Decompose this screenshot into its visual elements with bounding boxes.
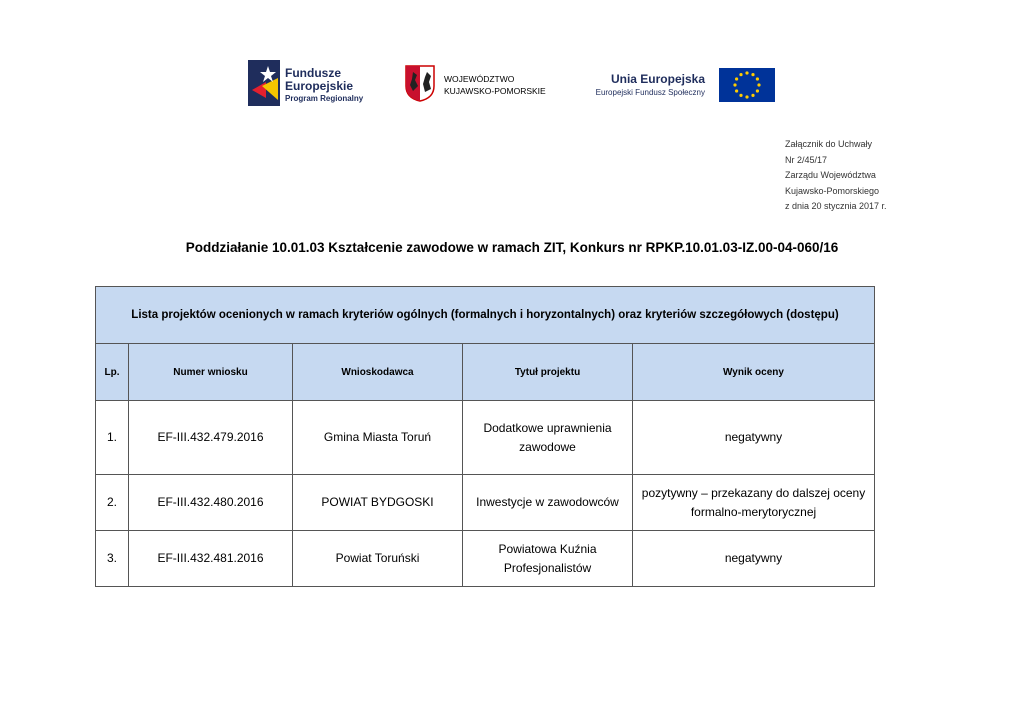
projects-table: [95, 286, 875, 587]
ue-logo-line2: Europejski Fundusz Społeczny: [595, 88, 705, 97]
note-line: z dnia 20 stycznia 2017 r.: [785, 201, 887, 211]
cell-tytul: Inwestycje w zawodowców: [463, 475, 633, 531]
cell-wynik: pozytywny – przekazany do dalszej oceny formalno-merytorycznej: [633, 475, 875, 531]
col-header-numer: Numer wniosku: [129, 344, 293, 401]
logo-bar: [0, 58, 1024, 108]
cell-lp: 2.: [96, 475, 129, 531]
col-header-wynik: Wynik oceny: [633, 344, 875, 401]
cell-wynik: negatywny: [633, 531, 875, 587]
cell-wnioskodawca: Gmina Miasta Toruń: [293, 401, 463, 475]
col-header-wnioskodawca: Wnioskodawca: [293, 344, 463, 401]
ue-logo-line1: Unia Europejska: [610, 72, 705, 86]
note-line: Zarządu Województwa: [785, 170, 876, 180]
table-row: [96, 401, 875, 475]
fundusze-europejskie-logo: [248, 60, 378, 106]
fe-logo-icon: [248, 60, 280, 106]
fe-logo-line2: Europejskie: [285, 79, 354, 93]
cell-tytul: Powiatowa Kuźnia Profesjonalistów: [463, 531, 633, 587]
eu-flag-icon: [719, 68, 775, 102]
coat-of-arms-icon: [404, 64, 436, 102]
note-line: Nr 2/45/17: [785, 154, 828, 165]
col-header-tytul: Tytuł projektu: [463, 344, 633, 401]
resolution-note: [785, 137, 887, 215]
table-caption: Lista projektów ocenionych w ramach kryteriów ogólnych (formalnych i horyzontalnych) oraz kryteriów szczegółowych (dostępu): [96, 287, 875, 344]
table-row: [96, 531, 875, 587]
note-line: Załącznik do Uchwały: [785, 139, 873, 149]
woj-logo-line1: WOJEWÓDZTWO: [444, 74, 515, 84]
cell-numer: EF-III.432.480.2016: [129, 475, 293, 531]
table-header-row: [96, 344, 875, 401]
cell-wynik: negatywny: [633, 401, 875, 475]
cell-numer: EF-III.432.479.2016: [129, 401, 293, 475]
fe-logo-line3: Program Regionalny: [285, 94, 364, 103]
document-title: Poddziałanie 10.01.03 Kształcenie zawodowe w ramach ZIT, Konkurs nr RPKP.10.01.03-IZ.00-04-060/16: [185, 240, 839, 255]
cell-lp: 1.: [96, 401, 129, 475]
fe-logo-line1: Fundusze: [285, 66, 341, 80]
cell-tytul: Dodatkowe uprawnienia zawodowe: [463, 401, 633, 475]
cell-wnioskodawca: POWIAT BYDGOSKI: [293, 475, 463, 531]
cell-wnioskodawca: Powiat Toruński: [293, 531, 463, 587]
note-line: Kujawsko-Pomorskiego: [785, 185, 880, 196]
cell-lp: 3.: [96, 531, 129, 587]
col-header-lp: Lp.: [96, 344, 129, 401]
wojewodztwo-logo: [404, 64, 564, 104]
table-row: [96, 475, 875, 531]
woj-logo-line2: KUJAWSKO-POMORSKIE: [444, 86, 546, 96]
unia-europejska-logo: [585, 66, 775, 104]
cell-numer: EF-III.432.481.2016: [129, 531, 293, 587]
